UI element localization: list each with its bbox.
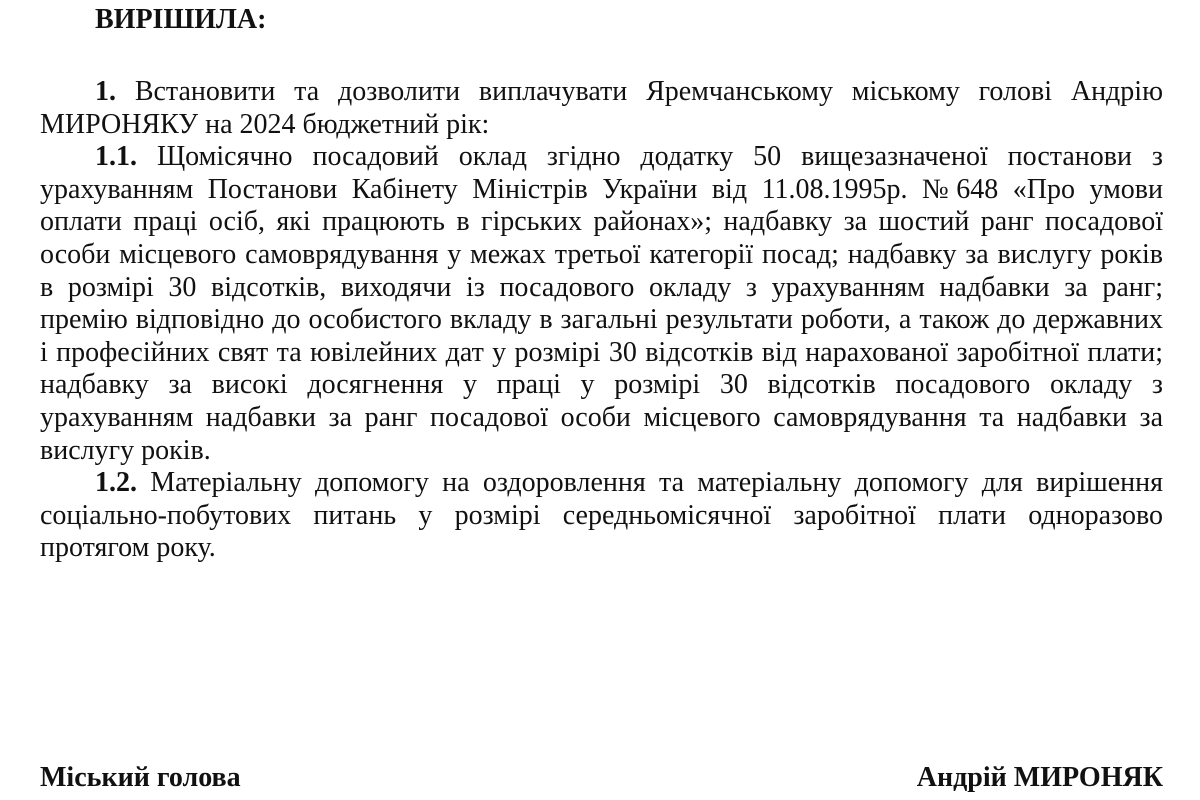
paragraph-number: 1. bbox=[95, 76, 116, 107]
paragraph-text: Встановити та дозволити виплачувати Яремчанському міському голові Андрію МИРОНЯКУ на 2024 бюджетний рік: bbox=[40, 76, 1163, 140]
signatory-name: Андрій МИРОНЯК bbox=[916, 762, 1163, 793]
paragraph-1-1 bbox=[40, 141, 1163, 467]
decision-body bbox=[40, 76, 1163, 565]
paragraph-text: Щомісячно посадовий оклад згідно додатку 50 вищезазначеної постанови з урахуванням Постанови Кабінету Міністрів України від 11.08.1995р. №648 «Про умови оплати праці осіб, які працюють в гірських районах»; надбавку за шостий ранг посадової особи місцевого самоврядування у межах третьої категорії посад; надбавку за вислугу років в розмірі 30 відсотків, виходячи із посадового окладу з урахуванням надбавки за ранг; премію відповідно до особистого вкладу в загальні результати роботи, а також до державних і професійних свят та ювілейних дат у розмірі 30 відсотків від нарахованої заробітної плати; надбавку за високі досягнення у праці у розмірі 30 відсотків посадового окладу з урахуванням надбавки за ранг посадової особи місцевого самоврядування та надбавки за вислугу років. bbox=[40, 141, 1163, 466]
paragraph-1 bbox=[40, 76, 1163, 141]
paragraph-1-2 bbox=[40, 467, 1163, 565]
decision-heading: ВИРІШИЛА: bbox=[95, 4, 267, 35]
signatory-position: Міський голова bbox=[40, 762, 241, 793]
paragraph-text: Матеріальну допомогу на оздоровлення та матеріальну допомогу для вирішення соціально-побутових питань у розмірі середньомісячної заробітної плати одноразово протягом року. bbox=[40, 467, 1163, 564]
paragraph-number: 1.1. bbox=[95, 141, 137, 173]
paragraph-number: 1.2. bbox=[95, 467, 137, 499]
